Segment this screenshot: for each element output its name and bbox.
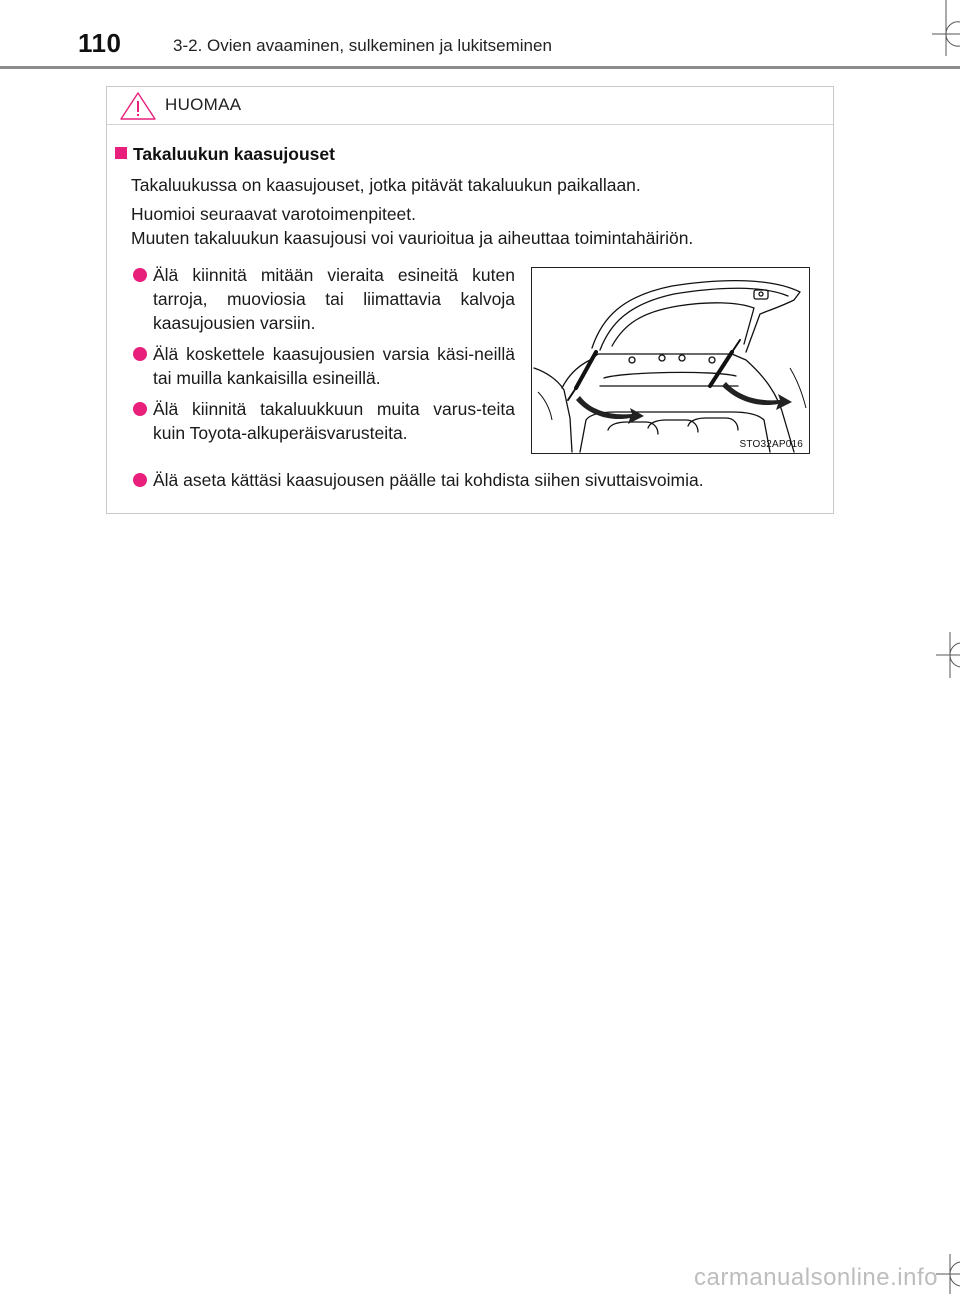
square-bullet-icon xyxy=(115,147,127,159)
bullet-text: Älä aseta kättäsi kaasujousen päälle tai kohdista siihen sivuttaisvoimia. xyxy=(153,470,704,490)
bullet-item xyxy=(133,263,515,335)
bullet-text: Älä kiinnitä mitään vieraita esineitä kuten tarroja, muoviosia tai liimattavia kalvoja kaasujousien varsiin. xyxy=(153,265,515,333)
paragraph-1: Takaluukussa on kaasujouset, jotka pitävät takaluukun paikallaan. xyxy=(131,175,641,195)
subheading-text: Takaluukun kaasujouset xyxy=(133,144,335,164)
paragraph-2-line-2: Muuten takaluukun kaasujousi voi vaurioitua ja aiheuttaa toimintahäiriön. xyxy=(131,228,694,248)
open-tailgate-drawing xyxy=(532,268,809,453)
figure-code: STO32AP016 xyxy=(739,439,803,450)
crop-mark-middle-right xyxy=(936,632,960,678)
bullet-item xyxy=(133,468,823,492)
page-number: 110 xyxy=(78,28,122,58)
paragraph-2-line-1: Huomioi seuraavat varotoimenpiteet. xyxy=(131,204,417,224)
crop-mark-top-right xyxy=(932,0,960,56)
subheading xyxy=(115,144,335,165)
watermark: carmanualsonline.info xyxy=(694,1264,938,1291)
bullet-item xyxy=(133,342,515,390)
round-bullet-icon xyxy=(133,268,147,282)
bullet-text: Älä kiinnitä takaluukkuun muita varus-teita kuin Toyota-alkuperäisvarusteita. xyxy=(153,399,515,443)
caution-label: HUOMAA xyxy=(165,95,242,114)
round-bullet-icon xyxy=(133,402,147,416)
gas-spring-illustration xyxy=(531,267,810,454)
round-bullet-icon xyxy=(133,473,147,487)
warning-triangle-icon xyxy=(119,91,157,121)
round-bullet-icon xyxy=(133,347,147,361)
section-title: 3-2. Ovien avaaminen, sulkeminen ja lukitseminen xyxy=(173,36,552,55)
bullet-text: Älä koskettele kaasujousien varsia käsi-neillä tai muilla kankaisilla esineillä. xyxy=(153,344,515,388)
bullet-item xyxy=(133,397,515,445)
header-rule xyxy=(0,66,960,69)
crop-mark-bottom-right xyxy=(936,1254,960,1294)
caution-header xyxy=(107,87,833,125)
caution-box xyxy=(106,86,834,514)
